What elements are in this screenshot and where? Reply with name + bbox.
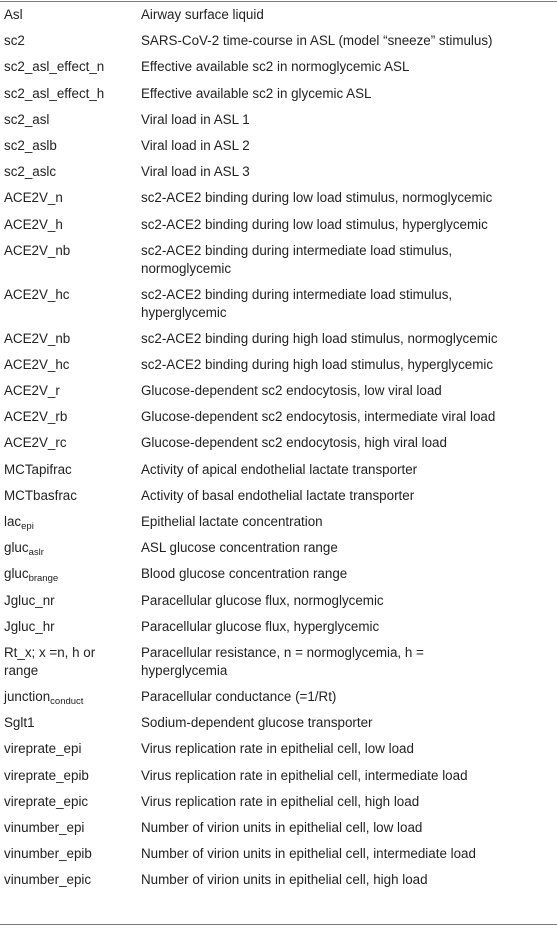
term-text: Jgluc_hr <box>4 618 55 634</box>
term-cell <box>0 509 141 535</box>
term-text: MCTapifrac <box>4 461 72 477</box>
definitions-table <box>0 2 557 893</box>
description-cell <box>141 352 557 378</box>
term-cell <box>0 430 141 456</box>
table-row <box>0 710 557 736</box>
description-text: Activity of apical endothelial lactate transporter <box>141 461 418 477</box>
term-text: vinumber_epic <box>4 872 92 888</box>
term-cell <box>0 588 141 614</box>
table-row <box>0 483 557 509</box>
description-cell <box>141 789 557 815</box>
term-text: ACE2V_nb <box>4 242 71 258</box>
term-cell <box>0 212 141 238</box>
term-cell <box>0 867 141 893</box>
term-cell <box>0 378 141 404</box>
description-text: sc2-ACE2 binding during high load stimulus, normoglycemic <box>141 330 498 346</box>
description-cell <box>141 238 557 282</box>
term-cell <box>0 238 141 282</box>
table-row <box>0 588 557 614</box>
term-text: vireprate_epi <box>4 741 82 757</box>
term-text: vireprate_epic <box>4 793 89 809</box>
description-cell <box>141 107 557 133</box>
table-row <box>0 378 557 404</box>
term-text: junction <box>4 688 51 704</box>
term-cell <box>0 763 141 789</box>
term-cell <box>0 2 141 28</box>
table-row <box>0 684 557 710</box>
table-row <box>0 282 557 326</box>
description-text: SARS-CoV-2 time-course in ASL (model “sneeze” stimulus) <box>141 33 493 49</box>
description-cell <box>141 2 557 28</box>
term-cell <box>0 736 141 762</box>
table-row <box>0 212 557 238</box>
description-text: Effective available sc2 in normoglycemic ASL <box>141 59 410 75</box>
description-text: Number of virion units in epithelial cell, low load <box>141 819 423 835</box>
term-cell <box>0 404 141 430</box>
description-text: Virus replication rate in epithelial cell, high load <box>141 793 420 809</box>
description-cell <box>141 535 557 561</box>
table-row <box>0 352 557 378</box>
description-text: Paracellular conductance (=1/Rt) <box>141 688 337 704</box>
description-text: Viral load in ASL 3 <box>141 164 250 180</box>
term-text: ACE2V_n <box>4 190 63 206</box>
description-text: Sodium-dependent glucose transporter <box>141 715 373 731</box>
description-text-line2: hyperglycemic <box>141 304 227 320</box>
term-text: Jgluc_nr <box>4 592 55 608</box>
term-text: sc2_asl <box>4 111 50 127</box>
term-text: sc2 <box>4 33 25 49</box>
table-row <box>0 133 557 159</box>
term-text: gluc <box>4 540 29 556</box>
term-text: Rt_x; x =n, h or <box>4 644 96 660</box>
description-text: Viral load in ASL 1 <box>141 111 250 127</box>
table-row <box>0 614 557 640</box>
table-row <box>0 535 557 561</box>
term-text: vinumber_epi <box>4 819 85 835</box>
term-text: vireprate_epib <box>4 767 89 783</box>
term-cell <box>0 710 141 736</box>
description-text: Airway surface liquid <box>141 7 264 22</box>
description-text: Virus replication rate in epithelial cell, intermediate load <box>141 767 468 783</box>
description-cell <box>141 133 557 159</box>
term-subscript: conduct <box>50 695 84 707</box>
table-row <box>0 430 557 456</box>
description-text-line2: hyperglycemia <box>141 662 228 678</box>
term-cell <box>0 159 141 185</box>
description-text: Glucose-dependent sc2 endocytosis, intermediate viral load <box>141 409 496 425</box>
description-text: Paracellular glucose flux, hyperglycemic <box>141 618 380 634</box>
table-body <box>0 2 557 893</box>
term-text: gluc <box>4 566 29 582</box>
term-cell <box>0 535 141 561</box>
table-row <box>0 2 557 28</box>
term-text: lac <box>4 514 22 529</box>
table-row <box>0 326 557 352</box>
description-text: Blood glucose concentration range <box>141 566 348 582</box>
term-text: ACE2V_nb <box>4 330 71 346</box>
description-text: Effective available sc2 in glycemic ASL <box>141 85 372 101</box>
table-row <box>0 404 557 430</box>
description-text: Glucose-dependent sc2 endocytosis, low viral load <box>141 383 442 399</box>
description-cell <box>141 326 557 352</box>
table-row <box>0 640 557 684</box>
term-cell <box>0 614 141 640</box>
term-cell <box>0 28 141 54</box>
table-row <box>0 159 557 185</box>
table-row <box>0 763 557 789</box>
description-cell <box>141 404 557 430</box>
term-text: MCTbasfrac <box>4 487 77 503</box>
description-text: sc2-ACE2 binding during low load stimulus, normoglycemic <box>141 190 493 206</box>
description-cell <box>141 28 557 54</box>
term-text: ACE2V_hc <box>4 286 70 302</box>
description-cell <box>141 483 557 509</box>
term-cell <box>0 282 141 326</box>
term-subscript: epi <box>21 521 34 532</box>
description-cell <box>141 640 557 684</box>
description-cell <box>141 867 557 893</box>
description-cell <box>141 185 557 211</box>
term-cell <box>0 185 141 211</box>
table-row <box>0 185 557 211</box>
description-text: Epithelial lactate concentration <box>141 514 323 529</box>
term-text: sc2_asl_effect_n <box>4 59 105 75</box>
term-cell <box>0 457 141 483</box>
term-cell <box>0 54 141 80</box>
description-cell <box>141 54 557 80</box>
term-cell <box>0 815 141 841</box>
description-cell <box>141 763 557 789</box>
term-cell <box>0 326 141 352</box>
table-row <box>0 509 557 535</box>
term-text: sc2_aslb <box>4 137 57 153</box>
description-text: Glucose-dependent sc2 endocytosis, high viral load <box>141 435 447 451</box>
term-cell <box>0 640 141 684</box>
table-row <box>0 789 557 815</box>
description-cell <box>141 378 557 404</box>
term-cell <box>0 107 141 133</box>
description-text: sc2-ACE2 binding during high load stimulus, hyperglycemic <box>141 356 494 372</box>
table-row <box>0 81 557 107</box>
description-text: Number of virion units in epithelial cell, high load <box>141 872 428 888</box>
term-cell <box>0 684 141 710</box>
table-row <box>0 107 557 133</box>
description-text: sc2-ACE2 binding during low load stimulus, hyperglycemic <box>141 216 488 232</box>
description-text-line2: normoglycemic <box>141 260 232 276</box>
term-subscript: brange <box>28 573 59 585</box>
description-cell <box>141 710 557 736</box>
description-cell <box>141 457 557 483</box>
description-text: Viral load in ASL 2 <box>141 137 250 153</box>
description-text: Virus replication rate in epithelial cell, low load <box>141 741 414 757</box>
description-cell <box>141 841 557 867</box>
description-cell <box>141 614 557 640</box>
table-row <box>0 815 557 841</box>
term-text: vinumber_epib <box>4 846 92 862</box>
table-row <box>0 54 557 80</box>
description-cell <box>141 509 557 535</box>
description-cell <box>141 684 557 710</box>
term-text: ACE2V_r <box>4 383 60 399</box>
description-cell <box>141 561 557 587</box>
description-text: ASL glucose concentration range <box>141 540 338 556</box>
term-cell <box>0 133 141 159</box>
table-row <box>0 561 557 587</box>
term-text: ACE2V_h <box>4 216 63 232</box>
description-cell <box>141 815 557 841</box>
description-cell <box>141 588 557 614</box>
table-bottom-rule <box>0 924 557 925</box>
description-cell <box>141 282 557 326</box>
term-cell <box>0 81 141 107</box>
term-text: ACE2V_rc <box>4 435 67 451</box>
description-text: Paracellular resistance, n = normoglycemia, h = <box>141 644 424 660</box>
table-row <box>0 457 557 483</box>
table-row <box>0 841 557 867</box>
table-row <box>0 238 557 282</box>
description-text: sc2-ACE2 binding during intermediate load stimulus, <box>141 242 453 258</box>
term-text: ACE2V_rb <box>4 409 68 425</box>
term-cell <box>0 561 141 587</box>
description-cell <box>141 430 557 456</box>
table-row <box>0 867 557 893</box>
description-text: Number of virion units in epithelial cell, intermediate load <box>141 846 476 862</box>
description-cell <box>141 159 557 185</box>
description-cell <box>141 81 557 107</box>
term-cell <box>0 483 141 509</box>
term-text: sc2_asl_effect_h <box>4 85 105 101</box>
table-row <box>0 28 557 54</box>
term-text: ACE2V_hc <box>4 356 70 372</box>
term-text: Sglt1 <box>4 715 35 731</box>
term-cell <box>0 789 141 815</box>
description-text: Activity of basal endothelial lactate transporter <box>141 487 415 503</box>
description-text: Paracellular glucose flux, normoglycemic <box>141 592 384 608</box>
term-text-line2: range <box>4 662 39 678</box>
term-text: sc2_aslc <box>4 164 57 180</box>
description-text: sc2-ACE2 binding during intermediate load stimulus, <box>141 286 453 302</box>
term-cell <box>0 841 141 867</box>
table-row <box>0 736 557 762</box>
term-subscript: aslr <box>28 547 44 559</box>
term-text: Asl <box>4 7 23 22</box>
term-cell <box>0 352 141 378</box>
description-cell <box>141 736 557 762</box>
description-cell <box>141 212 557 238</box>
